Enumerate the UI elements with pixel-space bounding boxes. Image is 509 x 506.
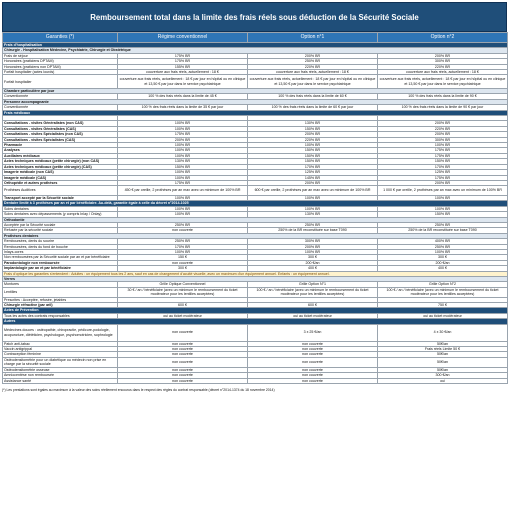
table-cell: 145% BR (248, 175, 378, 180)
section-label: Frais médicaux (3, 110, 508, 115)
table-cell: 150% BR (248, 126, 378, 131)
table-cell: 400 € (378, 266, 508, 271)
row-label: Lentilles (3, 287, 118, 297)
table-cell: non couverte (248, 347, 378, 352)
column-header-option-1: Option n°1 (248, 33, 378, 43)
table-cell: non couverte (248, 341, 378, 346)
table-cell: 300% BR (248, 239, 378, 244)
table-cell: 400% BR (378, 239, 508, 244)
table-cell: 200% BR (378, 180, 508, 185)
table-cell: 750 € (378, 303, 508, 308)
row-label: Consultations - visites Spécialistes (CAS) (3, 137, 118, 142)
table-cell: 100% BR (118, 206, 248, 211)
table-cell: 175% BR (118, 180, 248, 185)
table-cell: 100% BR (248, 249, 378, 254)
table-cell: non couverte (118, 341, 248, 346)
table-cell: 4 x 30 €/an (378, 324, 508, 341)
table-cell: 100 % des frais réels dans la limite de 60 € par jour (248, 105, 378, 110)
table-cell: 220% BR (248, 64, 378, 69)
row-label: Remboursées, dents du sourire (3, 239, 118, 244)
row-label: Montures (3, 282, 118, 287)
table-cell: 300% BR (378, 59, 508, 64)
table-cell: 100 % des frais réels dans la limite de 90 € par jour (378, 105, 508, 110)
table-cell: 100% BR (378, 195, 508, 200)
row-label: Prothèses Auditives (3, 186, 118, 196)
column-header-option-2: Option n°2 (378, 33, 508, 43)
table-cell: 250% de la BR reconstituée sur base T090 (378, 228, 508, 233)
table-cell: oui au ticket modérateur (248, 313, 378, 318)
row-label: Honoraires (praticiens DPTAM) (3, 59, 118, 64)
section-label: Actes de Prévention (3, 308, 508, 313)
table-cell: non couverte (248, 378, 378, 383)
table-cell: 150% BR (378, 159, 508, 164)
table-cell: 200% BR (248, 132, 378, 137)
table-cell: 200% BR (248, 244, 378, 249)
table-cell: 300 € (378, 255, 508, 260)
table-cell: 100 % des frais réels dans la limite de 35 € par jour (118, 105, 248, 110)
table-cell: non couverte (118, 347, 248, 352)
table-cell: non couverte (118, 367, 248, 372)
table-cell: 200% BR (248, 53, 378, 58)
table-cell: 300 € (248, 255, 378, 260)
table-cell: 250% BR (248, 222, 378, 227)
row-label: Pharmacie (3, 143, 118, 148)
table-cell: 450 € par oreille, 2 prothèses par an max avec un minimum de 100% BR (118, 186, 248, 196)
table-cell: 50€/an (378, 341, 508, 346)
table-cell: non couverte (248, 367, 378, 372)
row-label: Non remboursées par la Sécurité sociale par an et par bénéficiaire (3, 255, 118, 260)
table-cell: 130% BR (248, 212, 378, 217)
table-cell: 150% BR (248, 159, 378, 164)
table-cell: non couverte (118, 260, 248, 265)
table-cell: 600 € (248, 303, 378, 308)
row-label: Inlays-cores (3, 249, 118, 254)
table-cell: couverture aux frais réels, actuellement : 18 € par jour en hôpital ou en clinique et 13,50 € par jour dans le service psychiatrique (248, 75, 378, 89)
row-label: Auxiliaires médicaux (3, 153, 118, 158)
table-cell: 100% BR (248, 206, 378, 211)
table-cell: 100% BR (118, 126, 248, 131)
table-cell: 125% BR (378, 170, 508, 175)
row-label: Soins dentaires avec dépassements (y compris Inlay / Onlay) (3, 212, 118, 217)
row-label: Remboursées, dents du fond de bouche (3, 244, 118, 249)
row-label: Implantologie par an et par bénéficiaire (3, 266, 118, 271)
table-cell: 100% BR (118, 170, 248, 175)
table-cell: 100% BR (378, 206, 508, 211)
table-cell: 300 € (118, 266, 248, 271)
row-label: Parodontologie non remboursée (3, 260, 118, 265)
table-cell: 175% BR (118, 132, 248, 137)
table-cell: 250% de la BR reconstituée sur base T090 (248, 228, 378, 233)
row-label: Amniocentèse non remboursée (3, 373, 118, 378)
table-row (3, 378, 508, 383)
column-header-regime: Régime conventionnel (118, 33, 248, 43)
page-title: Remboursement total dans la limite des frais réels sous déduction de la Sécurité Sociale (2, 2, 507, 32)
table-cell: 100% BR (118, 195, 248, 200)
table-cell: 170% BR (378, 164, 508, 169)
table-cell: 50€/an (378, 367, 508, 372)
table-cell: non couverte (118, 357, 248, 367)
table-cell: 170% BR (118, 244, 248, 249)
table-cell: non couverte (118, 228, 248, 233)
table-cell: 250% BR (118, 239, 248, 244)
row-label: Transport accepté par la Sécurité sociale (3, 195, 118, 200)
table-cell: 100% BR (248, 195, 378, 200)
row-label: Patch anti-tabac (3, 341, 118, 346)
table-cell: 100% BR (118, 249, 248, 254)
table-cell: couverture aux frais réels, actuellement : 18 € par jour en hôpital ou en clinique et 13,50 € par jour dans le service psychiatrique (378, 75, 508, 89)
row-label: Honoraires (praticiens non DPTAM) (3, 64, 118, 69)
row-label: Conventionnée (3, 105, 118, 110)
row-label: Refusée par la sécurité sociale (3, 228, 118, 233)
table-cell: 200 €/an (378, 260, 508, 265)
row-label: Vaccin antigrippal (3, 347, 118, 352)
table-cell: 175% BR (118, 59, 248, 64)
table-cell: 100 % des frais réels dans la limite de 90 € (378, 94, 508, 99)
section-label: Autres (3, 319, 508, 324)
table-cell: 100% BR (118, 121, 248, 126)
table-cell: 200% BR (378, 121, 508, 126)
section-label: Verres (3, 277, 508, 282)
table-row (3, 357, 508, 367)
row-label: Médecines douces : ostéopathie, chiropractie, pédicure-podologie, acupuncture, diététicien, psychologue, psychomotricien, sophrologie (3, 324, 118, 341)
row-label: Forfait hospitalier (3, 75, 118, 89)
row-label: Imagerie médicale (CAS) (3, 175, 118, 180)
table-cell: 100% BR (378, 143, 508, 148)
table-cell: 100% BR (118, 148, 248, 153)
table-row (3, 324, 508, 341)
section-label: Prothèses dentaires (3, 233, 508, 238)
table-cell: 200% BR (378, 53, 508, 58)
table-cell: non couverte (248, 373, 378, 378)
table-cell: non couverte (248, 352, 378, 357)
row-label: Imagerie médicale (non CAS) (3, 170, 118, 175)
table-cell: 100% BR (378, 249, 508, 254)
table-cell: non couverte (118, 324, 248, 341)
row-label: Contraception féminine (3, 352, 118, 357)
section-label: Dentaire limité à 3 prothèses par an et par bénéficiaire. Au-delà, garantie égale à celle du décret n°2014-1025 (3, 201, 508, 206)
table-cell: 220% BR (378, 64, 508, 69)
table-cell: 250% BR (378, 222, 508, 227)
row-label: Analyses (3, 148, 118, 153)
table-cell: 3 x 25 €/an (248, 324, 378, 341)
table-cell: 200% BR (378, 132, 508, 137)
table-cell: 600 € (118, 303, 248, 308)
table-cell: couverture aux frais réels, actuellement : 18 € (118, 70, 248, 75)
table-cell: 100% BR (118, 153, 248, 158)
table-cell: 150 € (118, 255, 248, 260)
column-header-garanties: Garanties (*) (3, 33, 118, 43)
table-cell: 250% BR (118, 222, 248, 227)
row-label: Soins dentaires (3, 206, 118, 211)
table-cell: 100% BR (248, 143, 378, 148)
table-body (3, 43, 508, 384)
table-cell: 300% BR (378, 137, 508, 142)
section-label: Chirurgie - Hospitalisation Médecine, Psychiatrie, Chirurgie et Obstétrique (3, 48, 508, 53)
row-label: Forfait hospitalier (actes lourds) (3, 70, 118, 75)
table-cell: oui au ticket modérateur (378, 313, 508, 318)
table-cell: 100 % des frais réels dans la limite de 45 € (118, 94, 248, 99)
table-cell: 400 € (248, 266, 378, 271)
table-cell: oui au ticket modérateur (118, 313, 248, 318)
row-label: Actes techniques médicaux (petite chirurgie) (CAS) (3, 164, 118, 169)
table-cell: 125% BR (248, 170, 378, 175)
row-label: Tous les actes des contrats responsables (3, 313, 118, 318)
row-label: Ostéodensitométrie osseuse (3, 367, 118, 372)
table-cell: non couverte (118, 378, 248, 383)
table-cell: couverture aux frais réels, actuellement : 18 € (248, 70, 378, 75)
table-cell: 250% BR (248, 59, 378, 64)
table-cell: 100% BR (118, 143, 248, 148)
table-row (3, 186, 508, 196)
row-label: Ostéodensitométrie pour un diabétique ou médecin non prise en charge par la sécurité sociale (3, 357, 118, 367)
table-cell: 170% BR (248, 164, 378, 169)
table-cell: 50€/an (378, 352, 508, 357)
table-row (3, 287, 508, 297)
table-cell: Grille Option N°1 (248, 282, 378, 287)
table-cell: 600 € par oreille, 2 prothèses par an max avec un minimum de 100% BR (248, 186, 378, 196)
row-label: Orthopédie et autres prothèses (3, 180, 118, 185)
section-label: Chambre particulière par jour (3, 89, 508, 94)
table-cell: 220% BR (248, 137, 378, 142)
table-cell: 100% BR (118, 212, 248, 217)
table-cell: 150% BR (248, 153, 378, 158)
table-cell: 175% BR (378, 153, 508, 158)
guarantees-table (2, 32, 508, 384)
table-cell: 150% BR (118, 164, 248, 169)
table-cell: 150% BR (248, 148, 378, 153)
table-cell: 175% BR (118, 53, 248, 58)
row-label: Consultations - visites Généralistes (non CAS) (3, 121, 118, 126)
table-cell: 200% BR (118, 137, 248, 142)
table-cell: non couverte (248, 357, 378, 367)
table-cell: 200% BR (248, 180, 378, 185)
document-page (2, 2, 507, 502)
table-cell: 155% BR (118, 64, 248, 69)
row-label: Acceptée par la Sécurité sociale (3, 222, 118, 227)
table-cell: 50€/an (378, 357, 508, 367)
table-cell: oui (378, 378, 508, 383)
table-cell: 1 000 € par oreille, 2 prothèses par an max avec un minimum de 100% BR (378, 186, 508, 196)
table-cell: 300 €/an (378, 373, 508, 378)
table-cell: non couverte (118, 352, 248, 357)
table-cell: 200 €/an (248, 260, 378, 265)
footnote: (*) Les prestations sont égales au maximum à la valeur des soins réellement encourus dans le respect des règles du contrat responsable (décret n°2014-1374 du 18 novembre 2014) (2, 387, 275, 392)
section-label: Personne accompagnante (3, 99, 508, 104)
row-label: Prescrites : Acceptée, refusée, jetables (3, 297, 118, 302)
row-label: Assistance santé (3, 378, 118, 383)
row-label: Frais de séjour (3, 53, 118, 58)
section-label: Frais d'optique les garanties s'entendent : Adultes : un équipement tous les 2 ans, sauf en cas de changement d'acuité visuelle, avec un maximum d'un équipement annuel. Enfants : un équipement annuel. (3, 271, 508, 276)
table-cell: Frais réels Limite 50 € (378, 347, 508, 352)
table-cell: 130% BR (118, 159, 248, 164)
table-cell: 175% BR (378, 148, 508, 153)
section-label: Frais d'hospitalisation (3, 43, 508, 48)
table-cell: 220% BR (378, 126, 508, 131)
row-label: Conventionnée (3, 94, 118, 99)
table-cell: 100 € / an / bénéficiaire (avec un minimum le remboursement du ticket modérateur pour les lentilles acceptées) (378, 287, 508, 297)
table-cell: 150% BR (378, 212, 508, 217)
table-row (3, 75, 508, 89)
table-cell: Grille Optique Conventionnel (118, 282, 248, 287)
section-label: Orthodontie (3, 217, 508, 222)
table-header (3, 33, 508, 43)
table-cell: 100 € / an / bénéficiaire (avec un minimum le remboursement du ticket modérateur pour les lentilles acceptées) (248, 287, 378, 297)
table-cell: 175% BR (378, 175, 508, 180)
table-cell: 30 € / an / bénéficiaire (avec un minimum le remboursement du ticket modérateur pour les lentilles acceptées) (118, 287, 248, 297)
table-cell: 250% BR (378, 244, 508, 249)
row-label: Actes techniques médicaux (petite chirurgie) (non CAS) (3, 159, 118, 164)
table-cell: Grille Option N°2 (378, 282, 508, 287)
row-label: Consultations - visites Généralistes (CAS) (3, 126, 118, 131)
table-cell: non couverte (118, 373, 248, 378)
row-label: Chirurgie réfractive (par œil) (3, 303, 118, 308)
table-cell: 100 % des frais réels dans la limite de 60 € (248, 94, 378, 99)
table-cell: 130% BR (248, 121, 378, 126)
table-cell: couverture aux frais réels, actuellement : 18 € par jour en hôpital ou en clinique et 13,50 € par jour dans le service psychiatrique (118, 75, 248, 89)
row-label: Consultations - visites Spécialistes (non CAS) (3, 132, 118, 137)
table-cell: couverture aux frais réels, actuellement : 18 € (378, 70, 508, 75)
table-cell: 100% BR (118, 175, 248, 180)
